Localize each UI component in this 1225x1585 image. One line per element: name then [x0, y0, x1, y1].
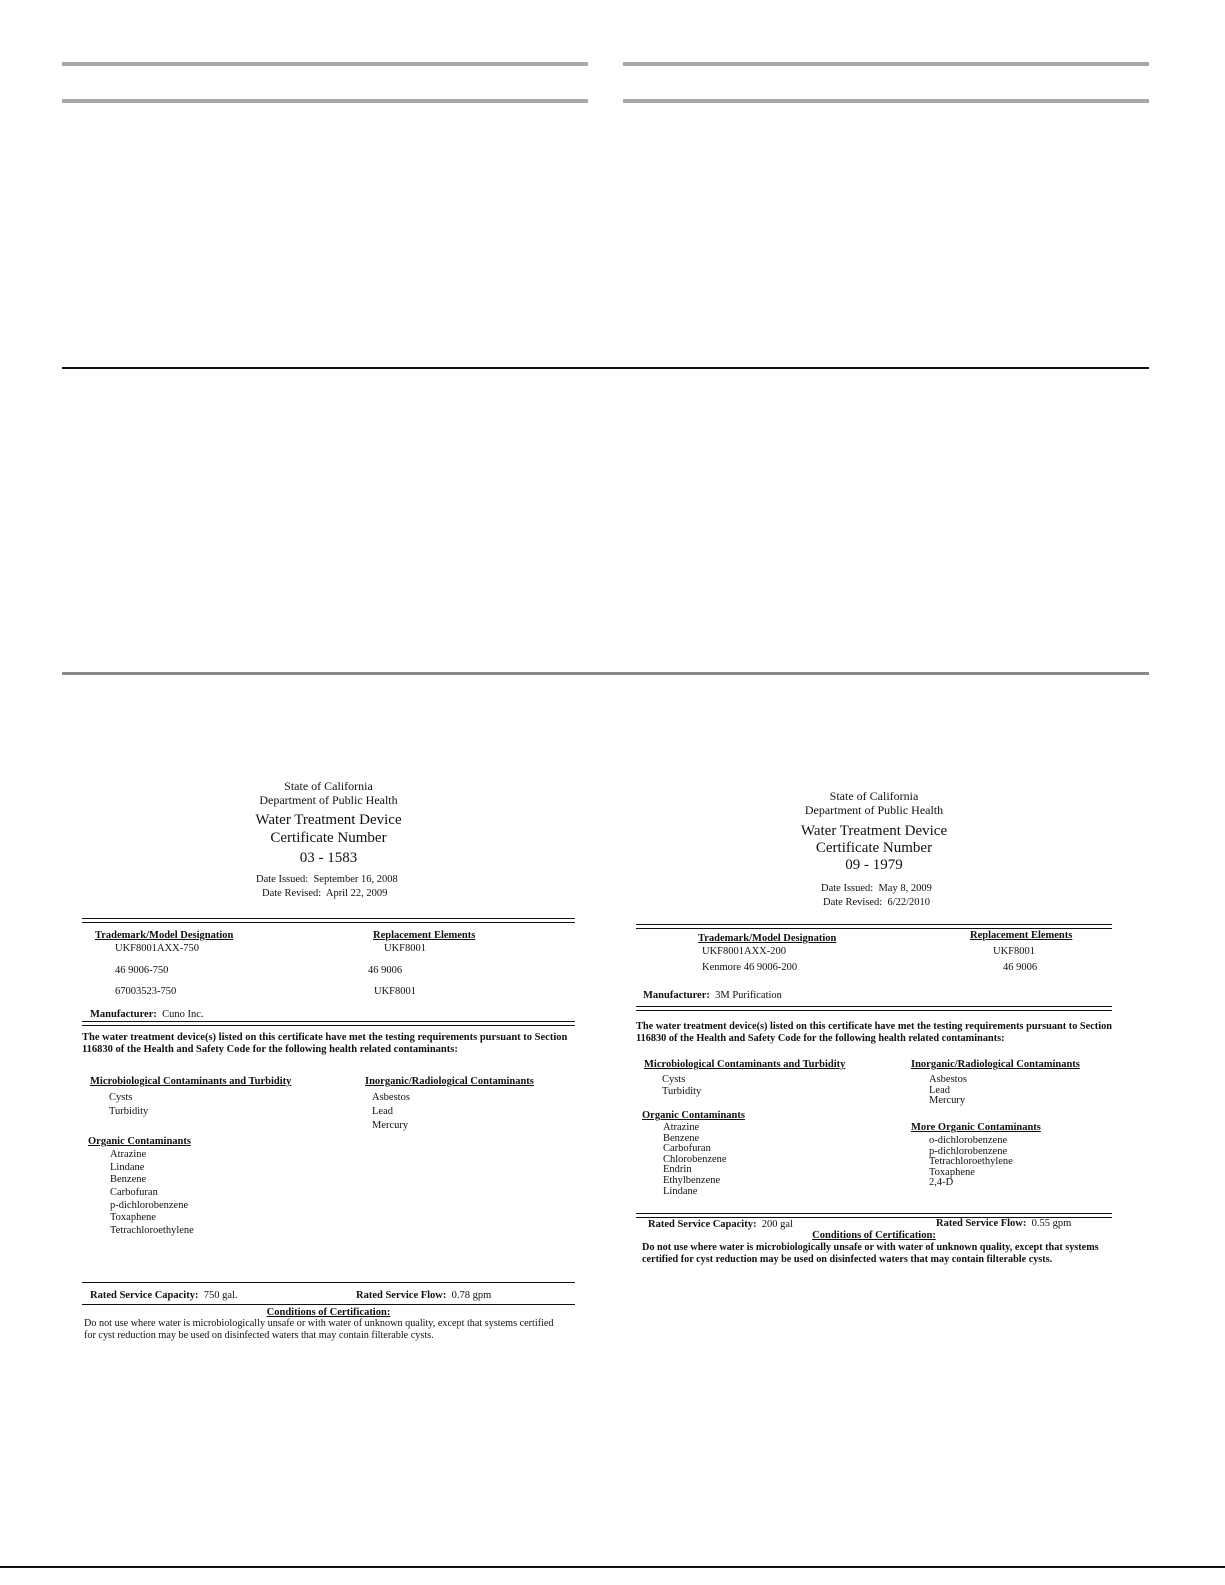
more-organic-item: o-dichlorobenzene [929, 1135, 1008, 1146]
more-organic-list [929, 1136, 1013, 1189]
rated-capacity: Rated Service Capacity: 200 gal [648, 1219, 793, 1230]
organic-item: p-dichlorobenzene [110, 1199, 189, 1211]
conditions-line: for cyst reduction may be used on disinfected waters that may contain filterable cysts. [84, 1330, 434, 1341]
statement-line: 116830 of the Health and Safety Code for the following health related contaminants: [82, 1044, 458, 1055]
certificate-number: 03 - 1583 [299, 850, 358, 866]
replacement-header: Replacement Elements [970, 930, 1073, 941]
model-item: 46 9006-750 [115, 965, 169, 976]
device-title: Water Treatment Device [800, 823, 948, 839]
micro-item: Turbidity [662, 1086, 702, 1097]
inorganic-list [929, 1075, 967, 1107]
more-organic-item: 2,4-D [929, 1177, 954, 1189]
micro-item: Cysts [109, 1092, 133, 1103]
conditions-line: certified for cyst reduction may be used on disinfected waters that may contain filterable cysts. [642, 1254, 1053, 1265]
organic-item: Lindane [110, 1161, 145, 1173]
more-organic-item: Toxaphene [929, 1166, 975, 1178]
organic-item: Chlorobenzene [663, 1153, 727, 1165]
inorganic-item: Lead [372, 1106, 393, 1117]
rated-flow: Rated Service Flow: 0.55 gpm [936, 1218, 1072, 1229]
replacement-item: 46 9006 [1003, 962, 1038, 973]
model-item: UKF8001AXX-200 [702, 946, 786, 957]
date-issued: Date Issued: September 16, 2008 [256, 874, 398, 885]
manufacturer: Manufacturer: 3M Purification [643, 990, 782, 1001]
organic-item: Benzene [110, 1174, 147, 1186]
certificate-number: 09 - 1979 [845, 857, 903, 873]
rated-capacity: Rated Service Capacity: 750 gal. [90, 1290, 238, 1301]
conditions-line: Do not use where water is microbiologically unsafe or with water of unknown quality, except that systems certified [84, 1318, 554, 1329]
organic-header: Organic Contaminants [642, 1110, 745, 1121]
top-rule-left-2 [62, 99, 588, 103]
replacement-header: Replacement Elements [373, 930, 476, 941]
conditions-header: Conditions of Certification: [812, 1230, 936, 1241]
model-header: Trademark/Model Designation [698, 933, 837, 944]
inorganic-item: Mercury [372, 1120, 409, 1131]
certificate-label: Certificate Number [815, 840, 933, 856]
department-name: Department of Public Health [259, 793, 398, 807]
organic-item: Atrazine [663, 1122, 700, 1133]
organic-item: Tetrachloroethylene [110, 1225, 194, 1237]
inorganic-item: Lead [929, 1084, 950, 1096]
double-rule [636, 924, 1112, 929]
double-rule [82, 1021, 575, 1026]
inorganic-list [372, 1091, 410, 1133]
inorganic-header: Inorganic/Radiological Contaminants [911, 1059, 1080, 1070]
certificate-1 [82, 778, 575, 1358]
micro-header: Microbiological Contaminants and Turbidity [644, 1059, 846, 1070]
top-rule-left-1 [62, 62, 588, 66]
state-name: State of California [829, 789, 919, 803]
date-issued: Date Issued: May 8, 2009 [821, 883, 932, 894]
micro-item: Cysts [662, 1074, 686, 1085]
organic-header: Organic Contaminants [88, 1136, 191, 1147]
micro-header: Microbiological Contaminants and Turbidity [90, 1076, 292, 1087]
manufacturer: Manufacturer: Cuno Inc. [90, 1009, 204, 1020]
bottom-rule [0, 1566, 1225, 1568]
replacement-item: UKF8001 [993, 946, 1036, 957]
double-rule [82, 918, 575, 923]
organic-item: Toxaphene [110, 1212, 156, 1224]
rule [82, 1282, 575, 1283]
model-header: Trademark/Model Designation [95, 930, 234, 941]
organic-item: Endrin [663, 1164, 692, 1176]
organic-item: Carbofuran [110, 1187, 158, 1199]
organic-item: Benzene [663, 1132, 700, 1144]
more-organic-item: Tetrachloroethylene [929, 1156, 1013, 1168]
replacement-item: UKF8001 [384, 943, 427, 954]
date-revised: Date Revised: 6/22/2010 [823, 897, 931, 908]
more-organic-item: p-dichlorobenzene [929, 1145, 1008, 1157]
organic-item: Atrazine [110, 1149, 147, 1160]
conditions-header: Conditions of Certification: [266, 1307, 391, 1318]
inorganic-header: Inorganic/Radiological Contaminants [365, 1076, 534, 1087]
section-rule-gray [62, 672, 1149, 675]
certificate-label: Certificate Number [270, 830, 387, 846]
organic-item: Carbofuran [663, 1143, 711, 1155]
organic-item: Ethylbenzene [663, 1174, 721, 1186]
double-rule [636, 1006, 1112, 1011]
section-rule [62, 367, 1149, 369]
model-item: Kenmore 46 9006-200 [702, 962, 798, 973]
organic-item: Lindane [663, 1185, 698, 1197]
statement-line: The water treatment device(s) listed on this certificate have met the testing requirements pursuant to Section [82, 1032, 568, 1043]
replacement-item: 46 9006 [368, 965, 403, 976]
organic-list [110, 1150, 194, 1239]
rated-flow: Rated Service Flow: 0.78 gpm [356, 1290, 492, 1301]
organic-list [663, 1123, 727, 1197]
rule [82, 1304, 575, 1305]
micro-list [662, 1074, 701, 1098]
statement-line: The water treatment device(s) listed on this certificate have met the testing requirements pursuant to Section [636, 1021, 1112, 1032]
statement-line: 116830 of the Health and Safety Code for the following health related contaminants: [636, 1033, 1005, 1044]
model-item: 67003523-750 [115, 986, 177, 997]
date-revised: Date Revised: April 22, 2009 [262, 888, 388, 899]
top-rule-right-2 [623, 99, 1149, 103]
micro-item: Turbidity [109, 1106, 149, 1117]
model-item: UKF8001AXX-750 [115, 943, 199, 954]
inorganic-item: Asbestos [929, 1074, 967, 1085]
inorganic-item: Mercury [929, 1095, 966, 1107]
state-name: State of California [284, 779, 373, 793]
more-organic-header: More Organic Contaminants [911, 1122, 1041, 1133]
inorganic-item: Asbestos [372, 1092, 410, 1103]
micro-list [109, 1091, 148, 1119]
conditions-line: Do not use where water is microbiologically unsafe or with water of unknown quality, except that systems [642, 1242, 1099, 1253]
top-rule-right-1 [623, 62, 1149, 66]
department-name: Department of Public Health [804, 803, 944, 817]
certificate-2 [636, 788, 1112, 1273]
replacement-item: UKF8001 [374, 986, 417, 997]
device-title: Water Treatment Device [255, 812, 402, 828]
